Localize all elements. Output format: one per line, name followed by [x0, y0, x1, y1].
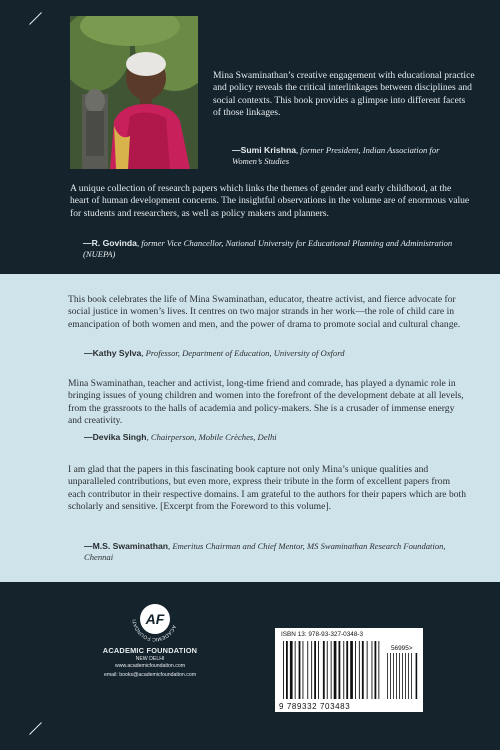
quote-3-author: —Kathy Sylva — [84, 348, 142, 358]
isbn-label: ISBN 13: 978-93-327-0348-3 — [281, 631, 364, 638]
quote-4-author: —Devika Singh — [84, 432, 147, 442]
barcode-bar — [286, 641, 288, 699]
barcode-bar — [343, 641, 344, 699]
barcode-addon-bar — [411, 653, 412, 699]
publisher-address-1: NEW DELHI — [135, 656, 165, 662]
barcode-bar — [359, 641, 360, 699]
quote-1-text: Mina Swaminathan’s creative engagement with educational practice and policy reveals the critical interlinkages between disciplines and social contexts. This book provides a glimpse into different facets of those linkages. — [213, 70, 475, 119]
quote-2-attribution — [83, 238, 463, 260]
barcode-addon-bar — [416, 653, 418, 699]
barcode-addon-bar — [390, 653, 391, 699]
barcode-bars — [275, 628, 423, 712]
middle-panel — [0, 274, 500, 582]
barcode-bar — [346, 641, 348, 699]
top-panel — [0, 0, 500, 274]
quote-5-author: —M.S. Swaminathan — [84, 541, 169, 551]
publisher-logo-ring-text: ACADEMIC FOUNDATI — [132, 619, 177, 642]
publisher-name: ACADEMIC FOUNDATION — [102, 646, 198, 655]
quote-5-text: I am glad that the papers in this fascinating book capture not only Mina’s unique qualities and unparalleled contributions, but even more, express their tribute in the form of excellent papers from each contributor in their respective domains. I am grateful to the authors for their papers which are both scholarly and sensitive. [Excerpt from the Foreword to this volume]. — [68, 464, 467, 513]
crop-mark-top-left — [29, 12, 42, 25]
quote-4-role: , Chairperson, Mobile Crèches, Delhi — [146, 432, 277, 442]
publisher-logo — [132, 596, 178, 642]
barcode-bar — [350, 641, 353, 699]
barcode-bar — [355, 641, 356, 699]
publisher-logo-letters: AF — [145, 611, 165, 627]
publisher-address-2[interactable]: www.academicfoundation.com — [114, 663, 186, 669]
barcode-bar — [375, 641, 377, 699]
barcode-bar — [372, 641, 373, 699]
quote-2-text: A unique collection of research papers which links the themes of gender and early childhood, at the heart of human development concerns. The insightful observations in the volume are of enormous value for students and researchers, as well as policy makers and planners. — [70, 183, 470, 219]
barcode-bar — [303, 641, 304, 699]
barcode-addon-bar — [408, 653, 409, 699]
barcode-bar — [323, 641, 325, 699]
barcode-bar — [367, 641, 368, 699]
barcode-bar — [295, 641, 296, 699]
barcode-bar — [378, 641, 379, 699]
quote-2-author: —R. Govinda — [83, 238, 137, 248]
barcode-bar — [362, 641, 364, 699]
barcode-bar — [290, 641, 293, 699]
quote-5-role: , Emeritus Chairman and Chief Mentor, MS Swaminathan Research Foundation, Chennai — [84, 541, 446, 562]
isbn-barcode — [275, 628, 423, 712]
barcode-bar — [299, 641, 301, 699]
barcode-bar — [283, 641, 284, 699]
barcode-addon-bar — [405, 653, 406, 699]
barcode-bar — [339, 641, 341, 699]
barcode-bar — [318, 641, 319, 699]
barcode-bar — [314, 641, 316, 699]
quote-5-attribution — [84, 541, 474, 563]
barcode-bar — [307, 641, 308, 699]
quote-1-attribution — [232, 145, 468, 167]
author-photo — [70, 16, 198, 169]
quote-3-text: This book celebrates the life of Mina Swaminathan, educator, theatre activist, and fierce advocate for social justice in women’s lives. It centres on two major strands in her work—the role of child care in emancipation of both women and men, and the power of drama to promote social and cultural change. — [68, 294, 461, 330]
barcode-addon-bar — [387, 653, 388, 699]
quote-3-role: , Professor, Department of Education, University of Oxford — [141, 348, 345, 358]
quote-2-role: , former Vice Chancellor, National University for Educational Planning and Administration (NUEPA) — [83, 238, 453, 259]
isbn-digits: 9 789332 703483 — [279, 702, 351, 711]
author-photo-image — [70, 16, 198, 169]
barcode-addon-bar — [399, 653, 400, 699]
quote-3-attribution — [84, 348, 474, 359]
quote-1-role: , former President, Indian Association for Women’s Studies — [232, 145, 440, 166]
bottom-panel — [0, 582, 500, 750]
quote-1-author: —Sumi Krishna — [232, 145, 296, 155]
publisher-logo-mark — [132, 596, 178, 642]
barcode-bar — [311, 641, 312, 699]
barcode-bar — [327, 641, 328, 699]
quote-4-text: Mina Swaminathan, teacher and activist, long-time friend and comrade, has played a dynamic role in bringing issues of young children and women into the forefront of the development debate at all levels, from the grassroots to the halls of academia and policy-makers. She is a crusader of immense energy and creativity. — [68, 378, 464, 427]
barcode-addon-bar — [396, 653, 397, 699]
barcode-addon-bar — [402, 653, 403, 699]
quote-4-attribution — [84, 432, 474, 443]
barcode-addon-bar — [393, 653, 394, 699]
barcode-bar — [331, 641, 332, 699]
barcode-bar — [334, 641, 337, 699]
publisher-block — [96, 646, 204, 679]
publisher-email[interactable]: email: books@academicfoundation.com — [103, 672, 197, 678]
isbn-price-code: 56995> — [391, 645, 413, 652]
